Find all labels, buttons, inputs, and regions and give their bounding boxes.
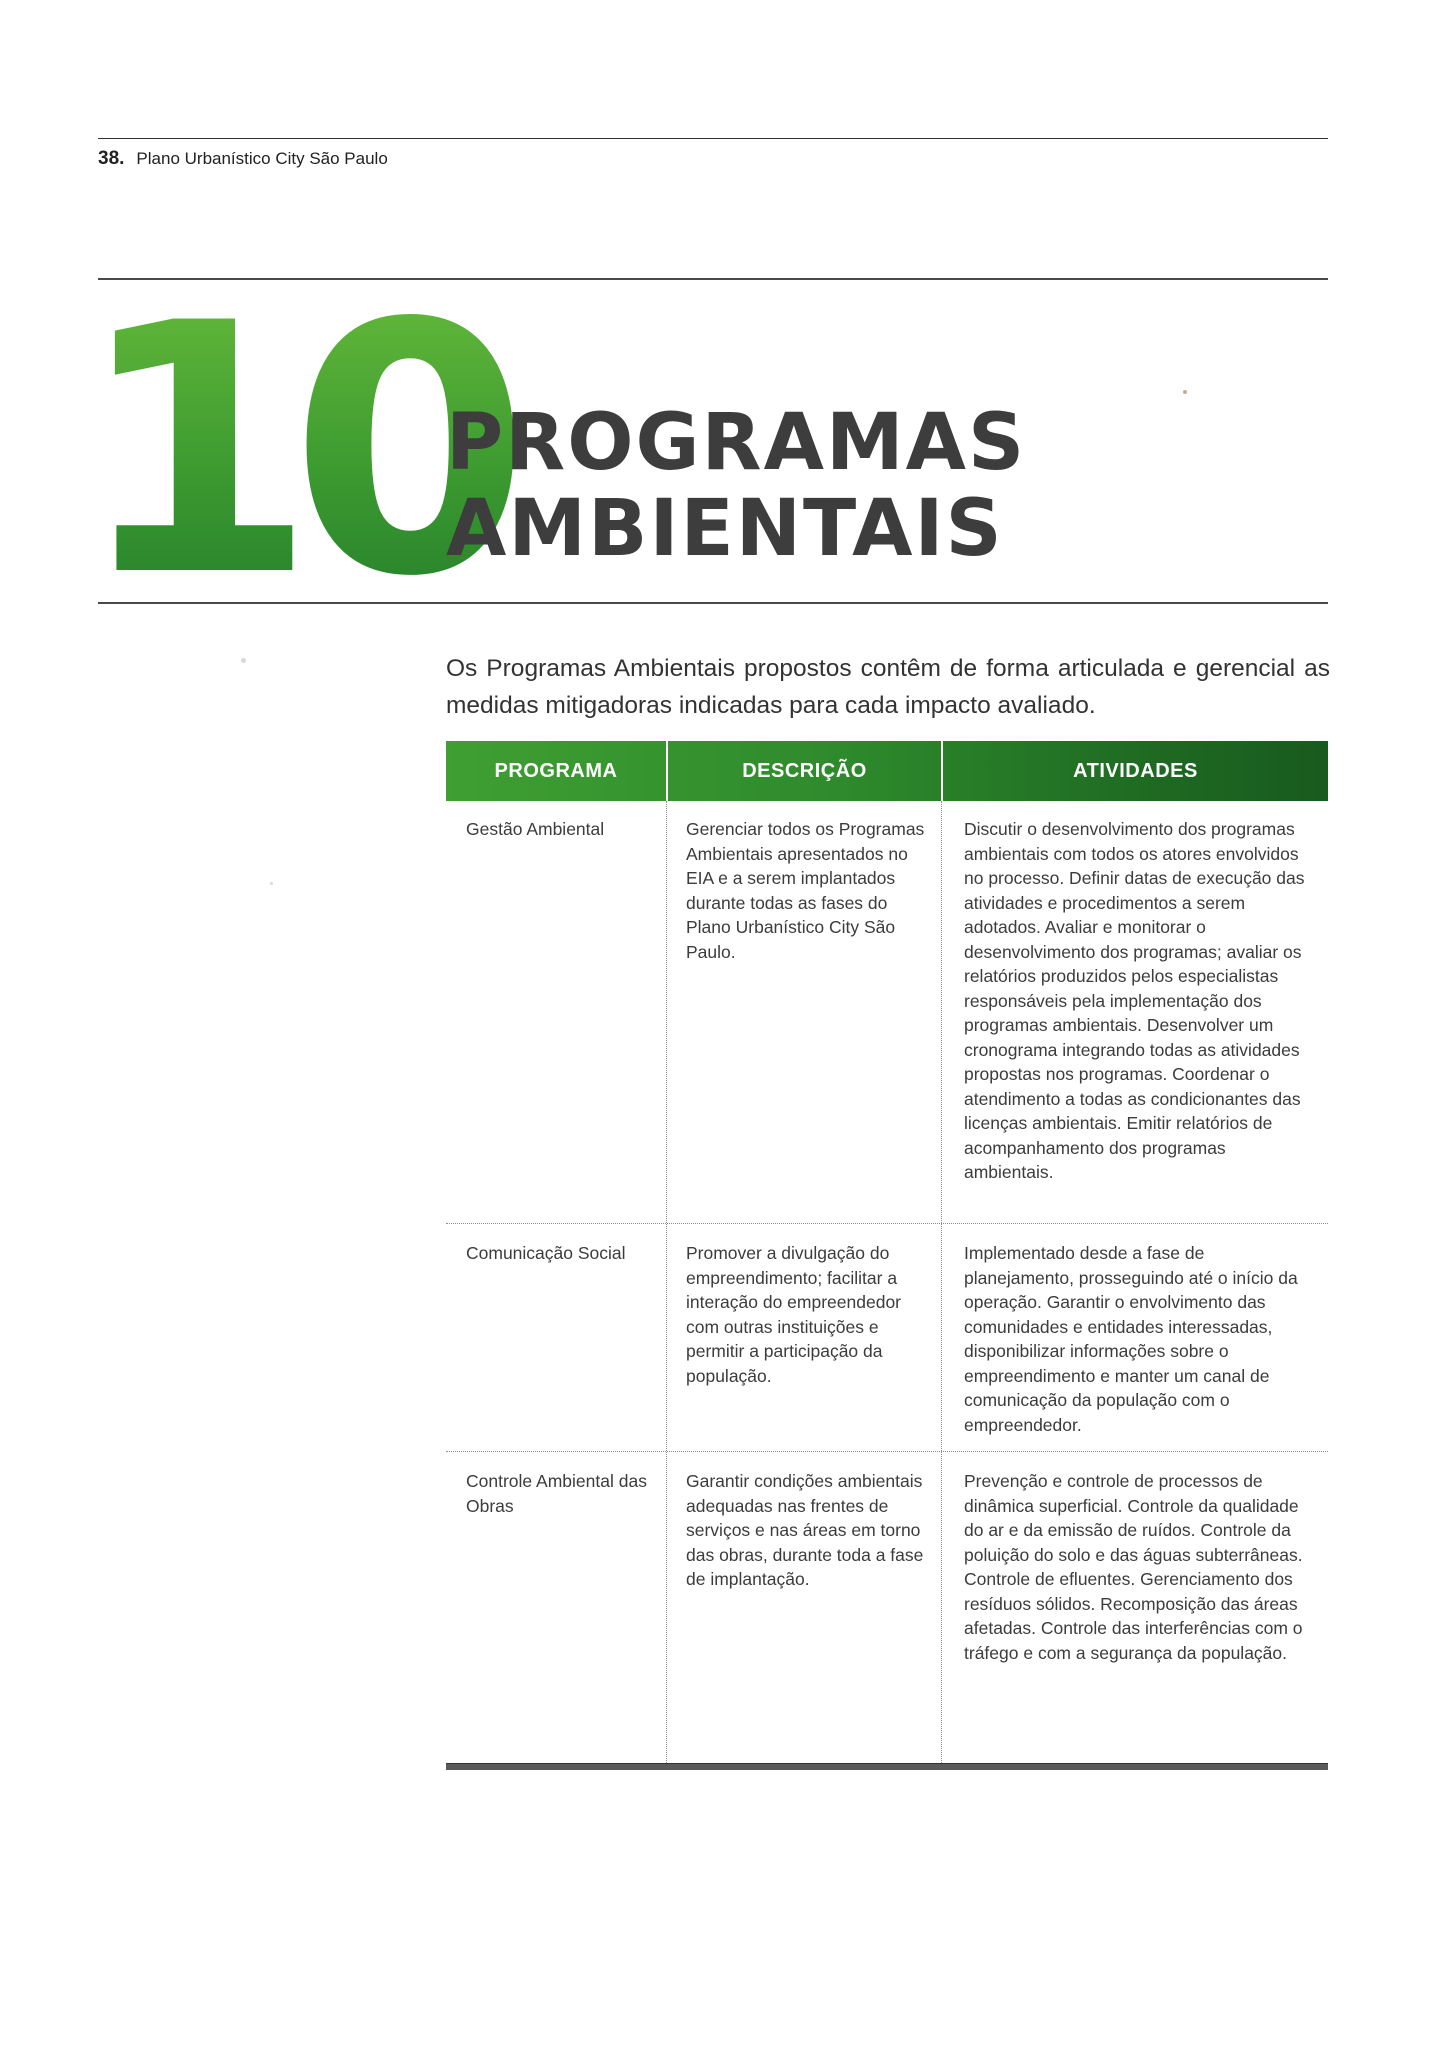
chapter-title-line-1: PROGRAMAS xyxy=(446,398,1027,488)
chapter-number-text: 10 xyxy=(76,251,505,652)
row-divider xyxy=(446,1223,1328,1224)
page-number: 38. xyxy=(98,148,125,169)
chapter-number xyxy=(76,251,505,652)
header-atividades: ATIVIDADES xyxy=(1073,759,1198,782)
row-3-programa: Controle Ambiental das Obras xyxy=(466,1471,647,1516)
chapter-rule-bottom xyxy=(98,602,1328,604)
top-rule xyxy=(98,138,1328,139)
running-header xyxy=(98,148,388,170)
row-1-descricao: Gerenciar todos os Programas Ambientais apresentados no EIA e a serem implantados durante todas as fases do Plano Urbanístico City São Paulo. xyxy=(686,819,925,962)
table-bottom-rule xyxy=(446,1763,1328,1770)
scan-speck xyxy=(1183,390,1187,394)
row-divider xyxy=(446,1451,1328,1452)
column-divider xyxy=(666,801,667,1763)
header-programa: PROGRAMA xyxy=(494,759,618,782)
scan-speck xyxy=(270,882,273,885)
table-header xyxy=(446,741,1328,801)
column-divider xyxy=(941,801,942,1763)
row-2-programa: Comunicação Social xyxy=(466,1243,626,1263)
row-1-programa: Gestão Ambiental xyxy=(466,819,605,839)
row-3-atividades: Prevenção e controle de processos de dinâmica superficial. Controle da qualidade do ar e da emissão de ruídos. Controle da poluição do solo e das águas subterrâneas. Controle de efluentes. Gerenciamento dos resíduos sólidos. Recomposição das áreas afetadas. Controle das interferências com o tráfego e com a segurança da população. xyxy=(964,1471,1303,1663)
intro-paragraph: Os Programas Ambientais propostos contêm de forma articulada e gerencial as medidas mitigadoras indicadas para cada impacto avaliado. xyxy=(446,655,1330,719)
running-title: Plano Urbanístico City São Paulo xyxy=(136,149,388,168)
scan-speck xyxy=(241,658,246,663)
header-descricao: DESCRIÇÃO xyxy=(742,759,867,782)
row-2-atividades: Implementado desde a fase de planejamento, prosseguindo até o início da operação. Garantir o envolvimento das comunidades e entidades interessadas, disponibilizar informações sobre o empreendimento e manter um canal de comunicação da população com o empreendedor. xyxy=(964,1243,1298,1435)
row-2-descricao: Promover a divulgação do empreendimento; facilitar a interação do empreendedor com outras instituições e permitir a participação da população. xyxy=(686,1243,902,1386)
row-1-atividades: Discutir o desenvolvimento dos programas ambientais com todos os atores envolvidos no processo. Definir datas de execução das atividades e procedimentos a serem adotados. Avaliar e monitorar o desenvolvimento dos programas; avaliar os relatórios produzidos pelos especialistas responsáveis pela implementação dos programas ambientais. Desenvolver um cronograma integrando todas as atividades propostas nos programas. Coordenar o atendimento a todas as condicionantes das licenças ambientais. Emitir relatórios de acompanhamento dos programas ambientais. xyxy=(964,819,1305,1182)
chapter-title xyxy=(446,400,1026,572)
chapter-title-line-2: AMBIENTAIS xyxy=(446,484,1004,574)
row-3-descricao: Garantir condições ambientais adequadas nas frentes de serviços e nas áreas em torno das obras, durante toda a fase de implantação. xyxy=(686,1471,924,1589)
programs-table xyxy=(446,741,1328,1773)
